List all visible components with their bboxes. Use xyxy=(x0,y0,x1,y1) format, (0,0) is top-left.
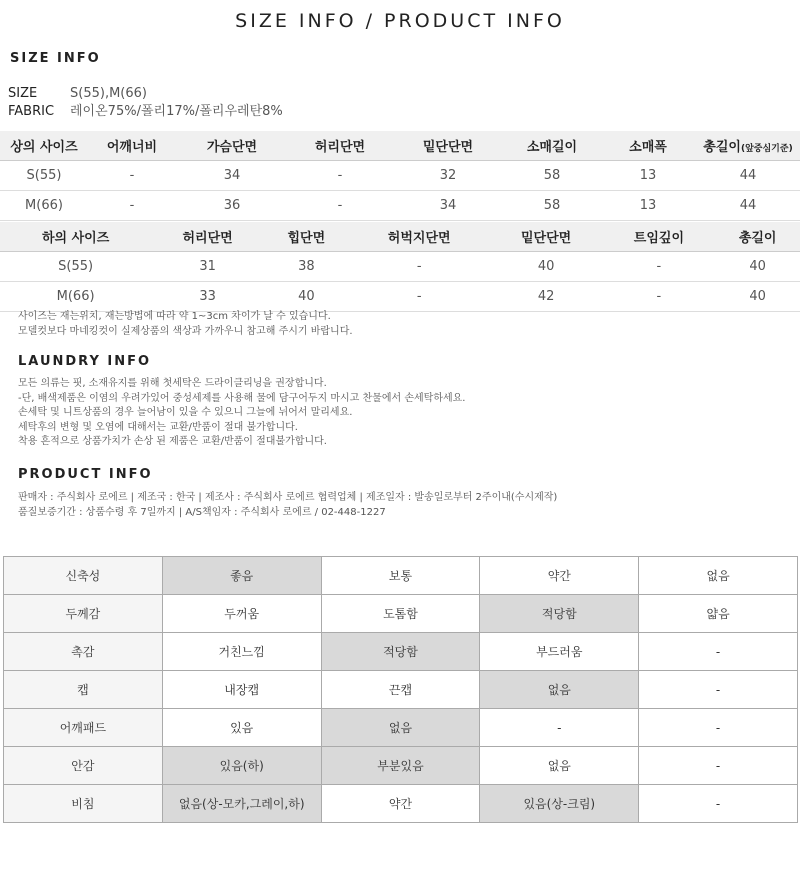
product-heading: PRODUCT INFO xyxy=(18,467,153,482)
size-note-line: 사이즈는 재는위치, 재는방법에 따라 약 1~3cm 차이가 날 수 있습니다. xyxy=(18,311,331,322)
laundry-line: 손세탁 및 니트상품의 경우 늘어남이 있을 수 있으니 그늘에 뉘어서 말리세요. xyxy=(18,407,353,418)
top-table-header-cell: 총길이(앞중심기준) xyxy=(696,131,800,161)
feature-option: 도톰함 xyxy=(321,595,480,633)
feature-option: 적당함 xyxy=(321,633,480,671)
top-table-header-suffix: (앞중심기준) xyxy=(740,144,793,154)
laundry-lines xyxy=(18,377,465,450)
fabric-row xyxy=(8,100,283,119)
table-cell: - xyxy=(349,252,490,282)
table-cell: - xyxy=(603,252,716,282)
feature-option: - xyxy=(480,709,639,747)
table-row xyxy=(0,161,800,191)
feature-option: - xyxy=(639,671,798,709)
size-row xyxy=(8,86,147,101)
table-row xyxy=(0,282,800,312)
feature-label: 비침 xyxy=(4,785,163,823)
feature-row xyxy=(4,595,798,633)
table-cell: S(55) xyxy=(0,252,151,282)
product-line: 판매자 : 주식회사 로에르 | 제조국 : 한국 | 제조사 : 주식회사 로에르 협력업체 | 제조일자 : 발송일로부터 2주이내(수시제작) xyxy=(18,492,558,503)
table-cell: - xyxy=(88,191,176,221)
laundry-heading: LAUNDRY INFO xyxy=(18,354,152,369)
table-cell: 40 xyxy=(715,252,800,282)
top-table-header-cell: 상의 사이즈 xyxy=(0,131,88,161)
feature-option: 거친느낌 xyxy=(162,633,321,671)
feature-row xyxy=(4,633,798,671)
table-cell: 42 xyxy=(490,282,603,312)
table-cell: 40 xyxy=(490,252,603,282)
top-table-header-cell: 가슴단면 xyxy=(176,131,288,161)
bottom-table-header-cell: 트임깊이 xyxy=(603,222,716,252)
feature-option: 있음 xyxy=(162,709,321,747)
feature-option: 약간 xyxy=(321,785,480,823)
bottom-table-header-cell: 허리단면 xyxy=(151,222,264,252)
laundry-line: 모든 의류는 핏, 소재유지를 위해 첫세탁은 드라이클리닝을 권장합니다. xyxy=(18,378,327,389)
table-cell: - xyxy=(349,282,490,312)
feature-option: 부분있음 xyxy=(321,747,480,785)
table-cell: 13 xyxy=(600,191,696,221)
bottom-table-header-cell: 힙단면 xyxy=(264,222,349,252)
bottom-table-header-cell: 허벅지단면 xyxy=(349,222,490,252)
feature-option: 없음 xyxy=(480,671,639,709)
table-cell: - xyxy=(288,191,392,221)
feature-row xyxy=(4,747,798,785)
size-notes xyxy=(18,310,353,339)
feature-label: 캡 xyxy=(4,671,163,709)
feature-option: 좋음 xyxy=(162,557,321,595)
table-cell: 40 xyxy=(264,282,349,312)
feature-table xyxy=(3,556,798,823)
size-info-heading: SIZE INFO xyxy=(10,51,101,66)
top-table-header-cell: 어깨너비 xyxy=(88,131,176,161)
feature-label: 어깨패드 xyxy=(4,709,163,747)
table-cell: 33 xyxy=(151,282,264,312)
fabric-value: 레이온75%/폴리17%/폴리우레탄8% xyxy=(70,104,283,119)
laundry-line: 착용 흔적으로 상품가치가 손상 된 제품은 교환/반품이 절대불가합니다. xyxy=(18,436,327,447)
fabric-label: FABRIC xyxy=(8,104,55,119)
feature-option: - xyxy=(639,633,798,671)
feature-option: 적당함 xyxy=(480,595,639,633)
feature-option: - xyxy=(639,785,798,823)
bottom-table-header-cell: 총길이 xyxy=(715,222,800,252)
table-row xyxy=(0,191,800,221)
table-cell: M(66) xyxy=(0,282,151,312)
table-cell: 32 xyxy=(392,161,504,191)
product-line: 품질보증기간 : 상품수령 후 7일까지 | A/S책임자 : 주식회사 로에르 / 02-448-1227 xyxy=(18,506,386,518)
product-lines xyxy=(18,491,557,520)
feature-row xyxy=(4,557,798,595)
top-table-header-cell: 허리단면 xyxy=(288,131,392,161)
size-value: S(55),M(66) xyxy=(70,86,147,101)
table-cell: 34 xyxy=(392,191,504,221)
top-table-header-cell: 소매폭 xyxy=(600,131,696,161)
feature-option: 있음(상-크림) xyxy=(480,785,639,823)
feature-row xyxy=(4,709,798,747)
feature-option: 내장캡 xyxy=(162,671,321,709)
feature-option: 두꺼움 xyxy=(162,595,321,633)
feature-label: 안감 xyxy=(4,747,163,785)
laundry-line: 세탁후의 변형 및 오염에 대해서는 교환/반품이 절대 불가합니다. xyxy=(18,421,298,433)
table-cell: 40 xyxy=(715,282,800,312)
feature-option: 보통 xyxy=(321,557,480,595)
size-label: SIZE xyxy=(8,86,38,101)
feature-row xyxy=(4,785,798,823)
table-cell: 58 xyxy=(504,191,600,221)
table-cell: 34 xyxy=(176,161,288,191)
laundry-line: -단, 배색제품은 이염의 우려가있어 중성세제를 사용해 물에 담구어두지 마시고 찬물에서 손세탁하세요. xyxy=(18,392,466,404)
page-title: SIZE INFO / PRODUCT INFO xyxy=(235,10,565,32)
table-cell: - xyxy=(88,161,176,191)
feature-option: 없음 xyxy=(321,709,480,747)
feature-label: 촉감 xyxy=(4,633,163,671)
top-table-header-cell: 밑단단면 xyxy=(392,131,504,161)
bottom-size-table xyxy=(0,222,800,312)
feature-option: 부드러움 xyxy=(480,633,639,671)
top-table-header-cell: 소매길이 xyxy=(504,131,600,161)
top-size-table xyxy=(0,131,800,221)
size-note-line: 모델컷보다 마네킹컷이 실제상품의 색상과 가까우니 참고해 주시기 바랍니다. xyxy=(18,325,353,337)
feature-label: 두께감 xyxy=(4,595,163,633)
feature-option: 끈캡 xyxy=(321,671,480,709)
table-cell: - xyxy=(603,282,716,312)
feature-option: 없음 xyxy=(480,747,639,785)
table-cell: 58 xyxy=(504,161,600,191)
feature-option: - xyxy=(639,709,798,747)
feature-option: 있음(하) xyxy=(162,747,321,785)
bottom-table-header-cell: 밑단단면 xyxy=(490,222,603,252)
feature-option: 약간 xyxy=(480,557,639,595)
bottom-table-header-cell: 하의 사이즈 xyxy=(0,222,151,252)
table-cell: M(66) xyxy=(0,191,88,221)
table-cell: - xyxy=(288,161,392,191)
table-cell: 31 xyxy=(151,252,264,282)
feature-row xyxy=(4,671,798,709)
table-cell: 36 xyxy=(176,191,288,221)
feature-option: 얇음 xyxy=(639,595,798,633)
table-cell: 38 xyxy=(264,252,349,282)
table-cell: 13 xyxy=(600,161,696,191)
table-cell: 44 xyxy=(696,161,800,191)
table-cell: S(55) xyxy=(0,161,88,191)
feature-label: 신축성 xyxy=(4,557,163,595)
feature-option: 없음 xyxy=(639,557,798,595)
feature-option: - xyxy=(639,747,798,785)
table-row xyxy=(0,252,800,282)
feature-option: 없음(상-모카,그레이,하) xyxy=(162,785,321,823)
table-cell: 44 xyxy=(696,191,800,221)
